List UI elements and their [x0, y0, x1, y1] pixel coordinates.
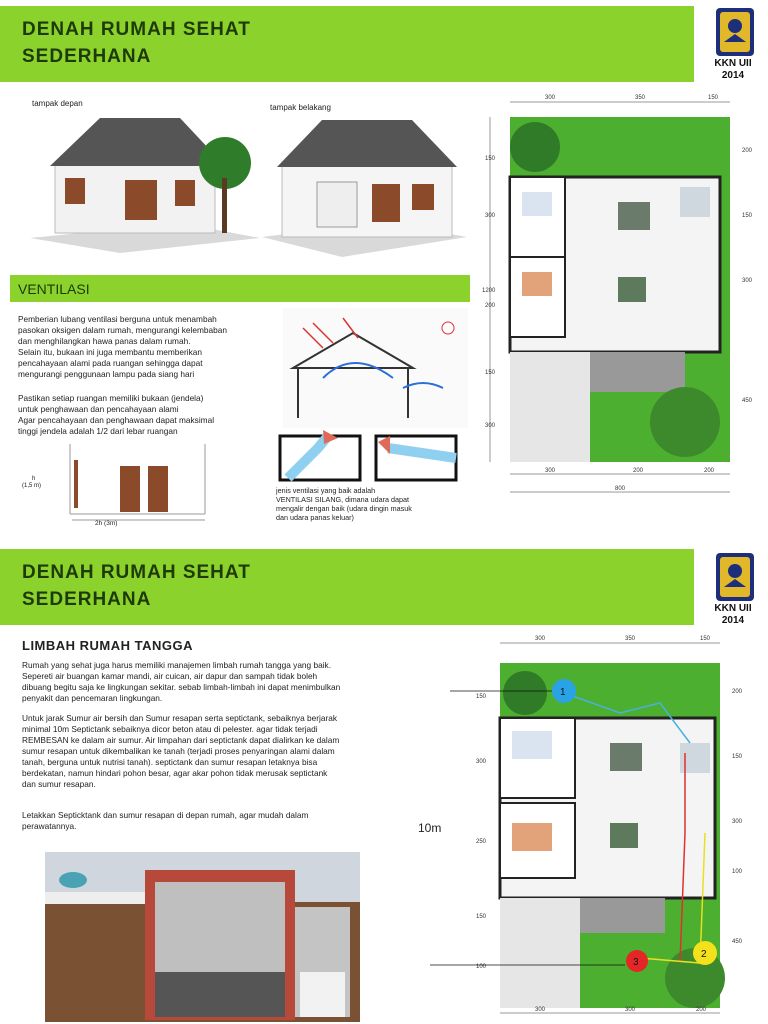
slide2-title-line2: SEDERHANA — [22, 589, 152, 610]
text-line: REMBESAN ke dalam air sumur. Air limpahan dari septictank dapat dialirkan ke dalam — [22, 735, 340, 745]
text-line: Sepereti air buangan kamar mandi, air cuican, air dapur dan sampah tidak boleh — [22, 671, 318, 681]
plan2-dim-top-1: 300 — [535, 636, 546, 642]
ventilasi-paragraph-1 — [18, 314, 318, 380]
plan1-dim-top-3: 150 — [708, 95, 719, 101]
text-line: mengalir dengan baik (udara dingin masuk — [276, 504, 412, 513]
marker-3: 3 — [633, 957, 639, 968]
text-line: pencahayaan alami pada ruangan sehingga dapat — [18, 358, 203, 368]
text-line: berdekatan, namun hindari pohon besar, agar akar pohon tidak merusak septictank — [22, 768, 328, 778]
plan1-dim-left-2: 300 — [485, 213, 496, 219]
plan2-dim-top-2: 350 — [625, 636, 636, 642]
slide-title-line1: DENAH RUMAH SEHAT — [22, 19, 251, 40]
logo-text-2: 2014 — [721, 70, 745, 81]
plan1-dim-bottom-3: 200 — [704, 468, 715, 474]
plan1-dim-left-total: 1200 — [482, 288, 496, 294]
plan1-dim-top-2: 350 — [635, 95, 646, 101]
window-h-value: (1,5 m) — [22, 483, 42, 489]
plan1-dim-right-3: 300 — [742, 278, 753, 284]
ventilasi-heading-bar — [10, 275, 470, 302]
ventilation-sketch-image — [283, 308, 468, 428]
text-line: dan sumur resapan. — [22, 779, 96, 789]
text-line: Letakkan Septicktank dan sumur resapan di depan rumah, agar mudah dalam — [22, 810, 309, 820]
plan2-dim-right-2: 150 — [732, 754, 743, 760]
slide-2 — [0, 545, 768, 1024]
plan1-dim-top-1: 300 — [545, 95, 556, 101]
kkn-uii-logo — [714, 8, 756, 58]
plan2-dim-left-5: 100 — [476, 964, 487, 970]
front-view-house-image — [30, 108, 260, 258]
window-h-label: h — [32, 476, 36, 482]
plan1-dim-right-2: 150 — [742, 213, 753, 219]
title-banner — [0, 6, 694, 82]
plan2-dim-left-2: 300 — [476, 759, 487, 765]
text-line: dibuang begitu saja ke lingkungan sekitar. sebab limbah-limbah ini dapat menimbulkan — [22, 682, 341, 692]
text-line: mengurangi penggunaan lampu pada siang hari — [18, 369, 195, 379]
text-line: tanah, berguna untuk nutrisi tanah). septictank dan sumur resapan letaknya bisa — [22, 757, 318, 767]
text-line: perawatannya. — [22, 821, 77, 831]
kkn-uii-logo-2 — [714, 553, 756, 603]
ventilasi-paragraph-2 — [18, 393, 318, 437]
limbah-paragraph-3 — [22, 810, 442, 832]
plan2-dim-right-1: 200 — [732, 689, 743, 695]
text-line: penyakit dan pencemaran lingkungan. — [22, 693, 163, 703]
text-line: Pastikan setiap ruangan memiliki bukaan (jendela) — [18, 393, 204, 403]
back-view-house-image — [262, 112, 467, 262]
text-line: Rumah yang sehat juga harus memiliki manajemen limbah rumah tangga yang baik. — [22, 660, 331, 670]
logo2-text-1: KKN UII — [714, 603, 752, 614]
plan2-dim-right-4: 100 — [732, 869, 743, 875]
window-ratio-diagram — [30, 440, 220, 532]
plan1-dim-right-4: 450 — [742, 398, 753, 404]
plan1-dim-bottom-2: 200 — [633, 468, 644, 474]
plan2-dim-right-5: 450 — [732, 939, 743, 945]
title-banner-2 — [0, 549, 694, 625]
text-line: sumur resapan untuk dikembalikan ke tanah (terjadi proses penyaringan alami dalam — [22, 746, 335, 756]
text-line: minimal 10m Septictank sebaiknya dicor beton atau di pelester. agar tidak terjadi — [22, 724, 318, 734]
window-width-label: 2h (3m) — [95, 520, 118, 527]
floor-plan-1 — [480, 92, 760, 507]
septic-tank-scheme-image — [45, 852, 360, 1022]
plan1-dim-left-3: 200 — [485, 303, 496, 309]
plan2-dim-left-1: 150 — [476, 694, 487, 700]
plan2-dim-bottom-2: 300 — [625, 1007, 636, 1013]
plan1-dim-left-1: 150 — [485, 156, 496, 162]
text-line: tinggi jendela adalah 1/2 dari lebar ruangan — [18, 426, 178, 436]
text-line: pasokan oksigen dalam rumah, mengurangi kelembaban — [18, 325, 227, 335]
text-line: dan udara panas keluar) — [276, 513, 354, 522]
plan1-dim-total: 800 — [615, 486, 626, 492]
label-back-view: tampak belakang — [270, 103, 331, 112]
plan1-dim-left-4: 150 — [485, 370, 496, 376]
floor-plan-2 — [430, 633, 760, 1023]
text-line: VENTILASI SILANG, dimana udara dapat — [276, 495, 410, 504]
marker-2: 2 — [701, 949, 707, 960]
plan1-dim-left-5: 300 — [485, 423, 496, 429]
label-front-view: tampak depan — [32, 99, 83, 108]
plan2-dim-bottom-1: 300 — [535, 1007, 546, 1013]
plan2-dim-right-3: 300 — [732, 819, 743, 825]
plan2-dim-bottom-3: 200 — [696, 1007, 707, 1013]
slide2-title-line1: DENAH RUMAH SEHAT — [22, 562, 251, 583]
slide-title-line2: SEDERHANA — [22, 46, 152, 67]
logo-text-1: KKN UII — [714, 58, 752, 69]
text-line: Agar pencahayaan dan penghawaan dapat maksimal — [18, 415, 215, 425]
cross-ventilation-caption — [276, 486, 476, 522]
marker-1: 1 — [560, 687, 566, 698]
text-line: Pemberian lubang ventilasi berguna untuk menambah — [18, 314, 217, 324]
text-line: Selain itu, bukaan ini juga membantu memberikan — [18, 347, 203, 357]
text-line: untuk penghawaan dan pencahayaan alami — [18, 404, 179, 414]
plan1-dim-right-1: 200 — [742, 148, 753, 154]
text-line: jenis ventilasi yang baik adalah — [276, 486, 376, 495]
logo2-text-2: 2014 — [721, 615, 745, 626]
text-line: dan menghilangkan hawa panas dalam rumah. — [18, 336, 191, 346]
cross-ventilation-diagram — [278, 428, 468, 484]
text-line: Untuk jarak Sumur air bersih dan Sumur resapan serta septictank, sebaiknya berjarak — [22, 713, 337, 723]
limbah-heading: LIMBAH RUMAH TANGGA — [22, 638, 194, 653]
plan2-dim-top-3: 150 — [700, 636, 711, 642]
plan1-dim-bottom-1: 300 — [545, 468, 556, 474]
limbah-paragraph-1 — [22, 660, 442, 704]
ventilasi-heading: VENTILASI — [18, 281, 90, 297]
plan2-dim-left-4: 150 — [476, 914, 487, 920]
limbah-paragraph-2 — [22, 713, 442, 790]
distance-label: 10m — [418, 821, 442, 835]
plan2-dim-left-3: 250 — [476, 839, 487, 845]
